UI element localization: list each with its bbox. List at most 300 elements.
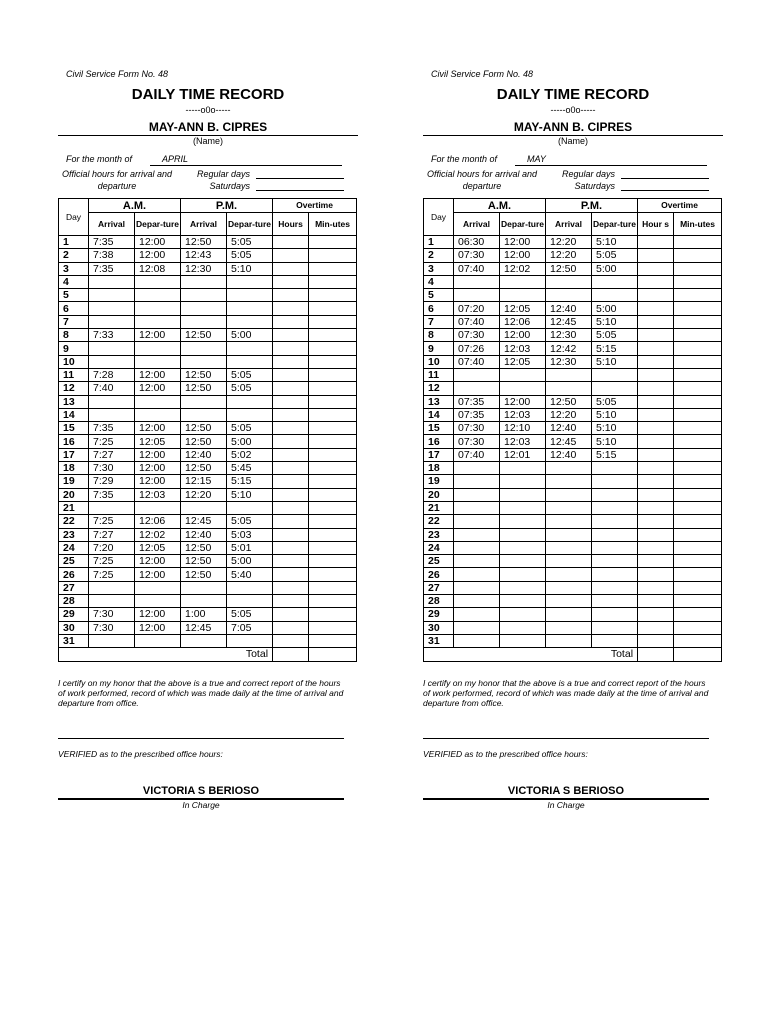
- in-charge-label: In Charge: [547, 799, 585, 810]
- table-row: [424, 595, 722, 608]
- pm-departure-cell: 5:05: [227, 608, 273, 621]
- pm-departure-cell: [592, 289, 638, 302]
- month-value: APRIL: [150, 153, 342, 166]
- day-cell: 4: [59, 275, 89, 288]
- overtime-hours-cell: [638, 289, 674, 302]
- verifier-name: VICTORIA S BERIOSO: [423, 785, 709, 800]
- regular-days-label: Regular days: [561, 169, 615, 179]
- day-cell: 28: [59, 595, 89, 608]
- table-row: [59, 329, 357, 342]
- overtime-minutes-cell: [309, 275, 357, 288]
- overtime-minutes-cell: [674, 435, 722, 448]
- pm-departure-cell: 5:15: [592, 342, 638, 355]
- overtime-hours-cell: [638, 488, 674, 501]
- am-arrival-cell: [89, 395, 135, 408]
- table-row: [59, 249, 357, 262]
- pm-arrival-cell: 12:30: [546, 329, 592, 342]
- regular-days-line: [256, 178, 344, 179]
- pm-arrival-cell: [546, 621, 592, 634]
- table-row: [59, 435, 357, 448]
- overtime-hours-cell: [273, 435, 309, 448]
- pm-arrival-cell: [546, 488, 592, 501]
- am-departure-cell: 12:00: [135, 448, 181, 461]
- pm-arrival-cell: [546, 541, 592, 554]
- overtime-minutes-cell: [309, 501, 357, 514]
- table-row: [424, 541, 722, 554]
- pm-departure-cell: [592, 382, 638, 395]
- pm-arrival-cell: [546, 634, 592, 647]
- table-row: [59, 448, 357, 461]
- am-departure-cell: [500, 382, 546, 395]
- am-arrival-cell: 07:30: [454, 329, 500, 342]
- day-cell: 23: [424, 528, 454, 541]
- day-cell: 7: [59, 315, 89, 328]
- am-departure-cell: [500, 275, 546, 288]
- am-departure-cell: 12:00: [135, 249, 181, 262]
- pm-departure-cell: [592, 515, 638, 528]
- pm-arrival-cell: 12:45: [546, 315, 592, 328]
- am-arrival-cell: [454, 581, 500, 594]
- pm-arrival-cell: 12:20: [546, 249, 592, 262]
- am-arrival-cell: [454, 528, 500, 541]
- table-row: [59, 608, 357, 621]
- am-departure-cell: [500, 528, 546, 541]
- title-decoration: -----o0o-----: [185, 105, 231, 115]
- am-departure-cell: 12:06: [135, 515, 181, 528]
- table-row: [424, 568, 722, 581]
- pm-departure-cell: 5:05: [227, 368, 273, 381]
- month-label: For the month of: [66, 154, 133, 164]
- pm-departure-cell: 5:15: [227, 475, 273, 488]
- am-departure-header: Depar-ture: [500, 213, 546, 236]
- certification-text: I certify on my honor that the above is a true and correct report of the hours of work performed, record of which was made daily at the time of arrival and departure from office.: [423, 677, 709, 708]
- day-header: Day: [59, 199, 89, 236]
- overtime-minutes-cell: [674, 289, 722, 302]
- pm-departure-cell: [592, 555, 638, 568]
- official-hours: [58, 168, 358, 194]
- overtime-hours-cell: [273, 275, 309, 288]
- pm-arrival-cell: 12:43: [181, 249, 227, 262]
- overtime-minutes-cell: [309, 488, 357, 501]
- overtime-hours-cell: [273, 342, 309, 355]
- am-arrival-cell: 7:29: [89, 475, 135, 488]
- am-departure-cell: 12:00: [500, 236, 546, 249]
- overtime-hours-cell: [273, 249, 309, 262]
- table-row: [59, 236, 357, 249]
- total-label: Total: [592, 648, 638, 661]
- overtime-hours-cell: [273, 501, 309, 514]
- pm-departure-cell: [227, 315, 273, 328]
- name-label: (Name): [557, 136, 588, 146]
- table-row: [59, 541, 357, 554]
- overtime-minutes-cell: [309, 355, 357, 368]
- day-cell: 28: [424, 595, 454, 608]
- total-minutes-cell: [674, 648, 722, 661]
- official-hours-label: Official hours for arrival and departure: [61, 169, 173, 191]
- day-cell: 31: [424, 634, 454, 647]
- am-departure-cell: 12:00: [135, 329, 181, 342]
- am-arrival-cell: [454, 621, 500, 634]
- am-departure-cell: 12:02: [500, 262, 546, 275]
- am-departure-cell: 12:01: [500, 448, 546, 461]
- pm-departure-cell: [592, 595, 638, 608]
- am-arrival-cell: 07:35: [454, 408, 500, 421]
- am-departure-cell: [135, 595, 181, 608]
- overtime-minutes-cell: [674, 262, 722, 275]
- employee-signature-line: [58, 738, 344, 739]
- pm-departure-cell: 5:00: [227, 435, 273, 448]
- dtr-form-april: [58, 68, 358, 810]
- total-row: [424, 648, 722, 661]
- month-row: [423, 153, 723, 165]
- day-cell: 15: [59, 422, 89, 435]
- am-departure-cell: [135, 581, 181, 594]
- am-arrival-cell: [89, 595, 135, 608]
- pm-departure-cell: [592, 501, 638, 514]
- day-cell: 4: [424, 275, 454, 288]
- overtime-minutes-cell: [674, 568, 722, 581]
- overtime-hours-cell: [638, 621, 674, 634]
- overtime-minutes-cell: [309, 302, 357, 315]
- pm-departure-cell: 7:05: [227, 621, 273, 634]
- am-arrival-cell: 7:25: [89, 555, 135, 568]
- overtime-hours-cell: [273, 568, 309, 581]
- pm-arrival-cell: [181, 395, 227, 408]
- am-departure-cell: 12:10: [500, 422, 546, 435]
- overtime-hours-cell: [273, 408, 309, 421]
- table-row: [424, 368, 722, 381]
- overtime-minutes-cell: [674, 501, 722, 514]
- overtime-hours-cell: [273, 382, 309, 395]
- overtime-minutes-cell: [674, 634, 722, 647]
- pm-arrival-cell: 12:45: [181, 515, 227, 528]
- form-number: Civil Service Form No. 48: [66, 69, 169, 79]
- pm-arrival-cell: [546, 608, 592, 621]
- overtime-minutes-cell: [674, 368, 722, 381]
- overtime-minutes-cell: [674, 275, 722, 288]
- day-cell: 9: [424, 342, 454, 355]
- pm-arrival-header: Arrival: [546, 213, 592, 236]
- overtime-hours-cell: [638, 581, 674, 594]
- am-departure-cell: [500, 475, 546, 488]
- pm-arrival-cell: 12:40: [546, 422, 592, 435]
- am-departure-cell: [500, 621, 546, 634]
- am-arrival-cell: [454, 475, 500, 488]
- day-cell: 5: [59, 289, 89, 302]
- day-cell: 17: [424, 448, 454, 461]
- table-row: [424, 382, 722, 395]
- day-cell: 27: [424, 581, 454, 594]
- day-cell: 29: [424, 608, 454, 621]
- day-cell: 16: [424, 435, 454, 448]
- am-arrival-cell: 7:40: [89, 382, 135, 395]
- day-cell: 17: [59, 448, 89, 461]
- overtime-minutes-cell: [309, 595, 357, 608]
- pm-departure-cell: 5:05: [227, 515, 273, 528]
- am-arrival-cell: [454, 595, 500, 608]
- overtime-minutes-cell: [674, 595, 722, 608]
- am-arrival-cell: 07:20: [454, 302, 500, 315]
- dtr-form-may: [423, 68, 723, 810]
- overtime-minutes-cell: [674, 315, 722, 328]
- official-hours: [423, 168, 723, 194]
- verified-text: VERIFIED as to the prescribed office hours:: [423, 748, 588, 759]
- table-row: [424, 236, 722, 249]
- pm-departure-cell: 5:10: [227, 262, 273, 275]
- day-cell: 10: [59, 355, 89, 368]
- pm-departure-cell: 5:00: [592, 262, 638, 275]
- pm-arrival-cell: 12:50: [181, 236, 227, 249]
- table-row: [424, 315, 722, 328]
- am-arrival-cell: [89, 342, 135, 355]
- table-row: [59, 302, 357, 315]
- table-row: [424, 422, 722, 435]
- day-cell: 15: [424, 422, 454, 435]
- day-header: Day: [424, 199, 454, 236]
- time-record-table: [423, 198, 722, 662]
- am-header: A.M.: [454, 199, 546, 213]
- am-arrival-cell: 7:25: [89, 515, 135, 528]
- saturdays-line: [621, 190, 709, 191]
- am-departure-cell: 12:00: [135, 462, 181, 475]
- overtime-hours-cell: [638, 528, 674, 541]
- am-departure-cell: 12:06: [500, 315, 546, 328]
- pm-arrival-cell: 12:30: [181, 262, 227, 275]
- pm-departure-cell: 5:00: [227, 329, 273, 342]
- table-row: [59, 475, 357, 488]
- am-arrival-cell: 7:30: [89, 608, 135, 621]
- overtime-hours-cell: [638, 515, 674, 528]
- saturdays-label: Saturdays: [209, 181, 250, 191]
- overtime-minutes-cell: [674, 342, 722, 355]
- pm-departure-cell: 5:05: [227, 382, 273, 395]
- day-cell: 7: [424, 315, 454, 328]
- am-header: A.M.: [89, 199, 181, 213]
- pm-arrival-cell: 12:42: [546, 342, 592, 355]
- pm-arrival-cell: 12:20: [546, 236, 592, 249]
- overtime-hours-cell: [273, 236, 309, 249]
- day-cell: 22: [424, 515, 454, 528]
- overtime-hours-cell: [638, 302, 674, 315]
- am-arrival-cell: 07:26: [454, 342, 500, 355]
- am-departure-cell: [500, 595, 546, 608]
- overtime-hours-cell: [638, 368, 674, 381]
- pm-departure-cell: 5:15: [592, 448, 638, 461]
- am-departure-cell: [500, 501, 546, 514]
- day-cell: 10: [424, 355, 454, 368]
- table-row: [424, 275, 722, 288]
- am-arrival-cell: [89, 302, 135, 315]
- pm-arrival-cell: [181, 595, 227, 608]
- day-cell: 30: [424, 621, 454, 634]
- pm-departure-cell: 5:02: [227, 448, 273, 461]
- am-arrival-cell: 07:30: [454, 435, 500, 448]
- pm-arrival-cell: 12:45: [546, 435, 592, 448]
- pm-arrival-cell: 12:50: [546, 262, 592, 275]
- pm-departure-cell: [227, 501, 273, 514]
- day-cell: 13: [424, 395, 454, 408]
- am-arrival-cell: [454, 515, 500, 528]
- table-row: [424, 581, 722, 594]
- day-cell: 6: [59, 302, 89, 315]
- day-cell: 24: [59, 541, 89, 554]
- pm-departure-cell: [227, 408, 273, 421]
- am-arrival-header: Arrival: [454, 213, 500, 236]
- overtime-minutes-cell: [674, 515, 722, 528]
- in-charge-label: In Charge: [182, 799, 220, 810]
- table-row: [424, 501, 722, 514]
- am-departure-cell: 12:03: [500, 408, 546, 421]
- am-arrival-cell: [454, 368, 500, 381]
- pm-departure-cell: 5:40: [227, 568, 273, 581]
- overtime-hours-cell: [273, 488, 309, 501]
- day-cell: 2: [424, 249, 454, 262]
- pm-departure-cell: [227, 342, 273, 355]
- am-departure-cell: 12:08: [135, 262, 181, 275]
- total-hours-cell: [273, 648, 309, 661]
- table-row: [424, 435, 722, 448]
- pm-departure-cell: 5:01: [227, 541, 273, 554]
- day-cell: 12: [424, 382, 454, 395]
- overtime-minutes-cell: [309, 448, 357, 461]
- overtime-minutes-cell: [674, 236, 722, 249]
- am-departure-cell: [135, 315, 181, 328]
- total-hours-cell: [638, 648, 674, 661]
- employee-name: MAY-ANN B. CIPRES: [58, 120, 358, 136]
- day-cell: 1: [424, 236, 454, 249]
- am-departure-cell: 12:00: [135, 555, 181, 568]
- day-cell: 19: [424, 475, 454, 488]
- pm-arrival-cell: [181, 302, 227, 315]
- overtime-minutes-cell: [674, 462, 722, 475]
- overtime-hours-cell: [638, 342, 674, 355]
- pm-departure-cell: 5:00: [592, 302, 638, 315]
- day-cell: 18: [424, 462, 454, 475]
- pm-arrival-cell: [546, 475, 592, 488]
- am-departure-cell: [500, 368, 546, 381]
- table-row: [424, 448, 722, 461]
- overtime-minutes-cell: [309, 528, 357, 541]
- pm-departure-header: Depar-ture: [592, 213, 638, 236]
- pm-departure-cell: 5:05: [227, 422, 273, 435]
- table-row: [59, 634, 357, 647]
- day-cell: 25: [59, 555, 89, 568]
- table-row: [59, 342, 357, 355]
- pm-arrival-cell: [546, 528, 592, 541]
- pm-arrival-cell: 12:40: [546, 302, 592, 315]
- am-departure-cell: 12:00: [135, 608, 181, 621]
- am-arrival-cell: [89, 408, 135, 421]
- table-row: [59, 382, 357, 395]
- overtime-hours-cell: [638, 448, 674, 461]
- pm-departure-cell: [227, 355, 273, 368]
- table-row: [59, 528, 357, 541]
- pm-departure-cell: [592, 275, 638, 288]
- am-departure-cell: 12:00: [135, 368, 181, 381]
- pm-departure-cell: 5:05: [227, 249, 273, 262]
- am-arrival-cell: 7:25: [89, 568, 135, 581]
- am-departure-cell: [500, 608, 546, 621]
- am-departure-cell: 12:00: [135, 422, 181, 435]
- overtime-minutes-cell: [309, 462, 357, 475]
- overtime-minutes-cell: [674, 528, 722, 541]
- table-row: [59, 368, 357, 381]
- am-departure-cell: 12:05: [500, 302, 546, 315]
- overtime-minutes-cell: [309, 422, 357, 435]
- overtime-hours-cell: [273, 302, 309, 315]
- overtime-hours-cell: [638, 249, 674, 262]
- overtime-hours-cell: [638, 435, 674, 448]
- overtime-header: Overtime: [273, 199, 357, 213]
- overtime-hours-cell: [638, 595, 674, 608]
- day-cell: 14: [424, 408, 454, 421]
- table-row: [424, 342, 722, 355]
- overtime-hours-cell: [273, 555, 309, 568]
- table-row: [59, 355, 357, 368]
- day-cell: 2: [59, 249, 89, 262]
- overtime-minutes-cell: [309, 555, 357, 568]
- overtime-hours-cell: [638, 262, 674, 275]
- pm-departure-cell: 5:10: [592, 422, 638, 435]
- overtime-hours-cell: [273, 528, 309, 541]
- am-departure-cell: 12:00: [135, 475, 181, 488]
- overtime-minutes-cell: [674, 355, 722, 368]
- pm-arrival-cell: 12:40: [546, 448, 592, 461]
- am-arrival-cell: 07:40: [454, 355, 500, 368]
- am-departure-cell: [500, 581, 546, 594]
- overtime-hours-cell: [273, 515, 309, 528]
- am-arrival-cell: 7:35: [89, 488, 135, 501]
- overtime-hours-cell: [273, 621, 309, 634]
- pm-arrival-cell: [181, 275, 227, 288]
- day-cell: 3: [424, 262, 454, 275]
- pm-arrival-cell: 12:50: [181, 329, 227, 342]
- am-departure-cell: 12:03: [500, 435, 546, 448]
- pm-departure-cell: [227, 581, 273, 594]
- pm-arrival-cell: [546, 382, 592, 395]
- am-departure-cell: [500, 541, 546, 554]
- am-departure-cell: 12:00: [135, 382, 181, 395]
- am-arrival-cell: [89, 275, 135, 288]
- am-departure-cell: 12:00: [500, 329, 546, 342]
- am-arrival-header: Arrival: [89, 213, 135, 236]
- am-departure-cell: [500, 488, 546, 501]
- am-arrival-cell: [454, 462, 500, 475]
- regular-days-line: [621, 178, 709, 179]
- am-departure-cell: [500, 515, 546, 528]
- overtime-hours-cell: [638, 634, 674, 647]
- official-hours-label: Official hours for arrival and departure: [426, 169, 538, 191]
- table-row: [59, 555, 357, 568]
- overtime-minutes-cell: [309, 368, 357, 381]
- pm-arrival-cell: [546, 555, 592, 568]
- table-row: [59, 595, 357, 608]
- overtime-minutes-cell: [309, 382, 357, 395]
- am-departure-cell: [500, 289, 546, 302]
- am-arrival-cell: [89, 581, 135, 594]
- pm-arrival-cell: [546, 568, 592, 581]
- pm-arrival-cell: 12:50: [181, 568, 227, 581]
- pm-arrival-cell: [546, 368, 592, 381]
- day-cell: 11: [424, 368, 454, 381]
- overtime-minutes-cell: [674, 608, 722, 621]
- regular-days-label: Regular days: [196, 169, 250, 179]
- am-departure-cell: [135, 634, 181, 647]
- am-arrival-cell: 07:30: [454, 422, 500, 435]
- overtime-minutes-cell: [674, 382, 722, 395]
- am-departure-cell: 12:05: [135, 435, 181, 448]
- overtime-minutes-cell: [674, 249, 722, 262]
